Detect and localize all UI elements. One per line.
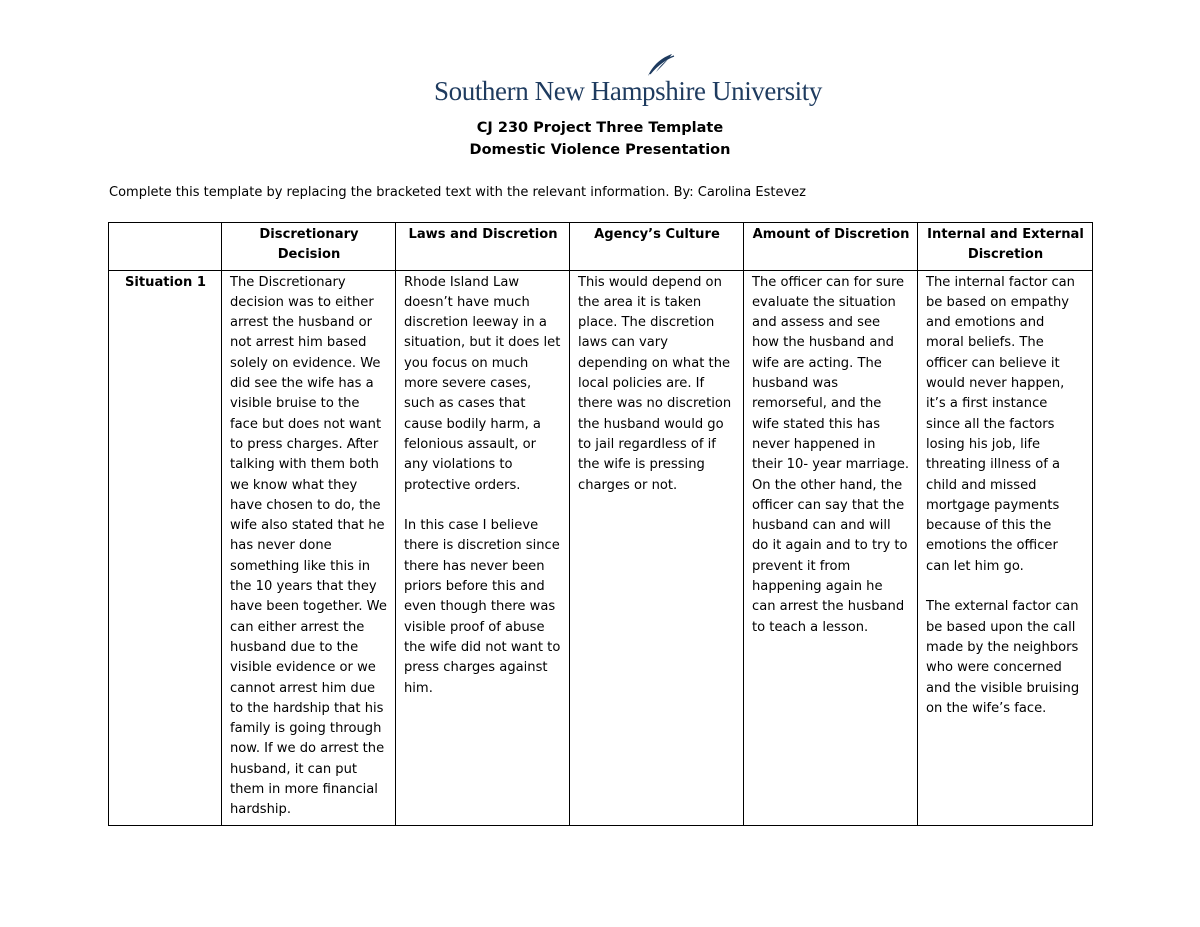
column-header-empty	[109, 223, 222, 271]
column-header-amount-of-discretion: Amount of Discretion	[744, 223, 918, 271]
cell-agency-culture: This would depend on the area it is taken place. The discretion laws can vary depending on what the local policies are. If there was no discretion the husband would go to jail regardless of if the wife is pressing charges or not.	[570, 270, 744, 825]
page-title: CJ 230 Project Three Template	[476, 120, 724, 136]
column-header-internal-external-discretion: Internal and External Discretion	[918, 223, 1093, 271]
column-header-laws-and-discretion: Laws and Discretion	[396, 223, 570, 271]
university-logo	[434, 54, 822, 106]
cell-amount-of-discretion: The officer can for sure evaluate the situation and assess and see how the husband and wife are acting. The husband was remorseful, and the wife stated this has never happened in their 10- year marriage. On the other hand, the officer can say that the husband can and will do it again and to try to prevent it from happening again he can arrest the husband to teach a lesson.	[744, 270, 918, 825]
page-subtitle: Domestic Violence Presentation	[469, 142, 731, 158]
logo-wordmark: Southern New Hampshire University	[434, 76, 822, 106]
table-header-row	[109, 223, 1093, 271]
column-header-discretionary-decision: Discretionary Decision	[222, 223, 396, 271]
row-label-situation-1: Situation 1	[109, 270, 222, 825]
cell-discretionary-decision: The Discretionary decision was to either arrest the husband or not arrest him based solely on evidence. We did see the wife has a visible bruise to the face but does not want to press charges. After talking with them both we know what they have chosen to do, the wife also stated that he has never done something like this in the 10 years that they have been together. We can either arrest the husband due to the visible evidence or we cannot arrest him due to the hardship that his family is going through now. If we do arrest the husband, it can put them in more financial hardship.	[222, 270, 396, 825]
cell-laws-and-discretion: Rhode Island Law doesn’t have much discretion leeway in a situation, but it does let you focus on much more severe cases, such as cases that cause bodily harm, a felonious assault, or any violations to protective orders. In this case I believe there is discretion since there has never been priors before this and even though there was visible proof of abuse the wife did not want to press charges against him.	[396, 270, 570, 825]
table-row	[109, 270, 1093, 825]
instructions-text: Complete this template by replacing the bracketed text with the relevant information. By: Carolina Estevez	[109, 185, 806, 200]
cell-internal-external-discretion: The internal factor can be based on empathy and emotions and moral beliefs. The officer can believe it would never happen, it’s a first instance since all the factors losing his job, life threating illness of a child and missed mortgage payments because of this the emotions the officer can let him go. The external factor can be based upon the call made by the neighbors who were concerned and the visible bruising on the wife’s face.	[918, 270, 1093, 825]
discretion-table	[108, 222, 1093, 826]
column-header-agency-culture: Agency’s Culture	[570, 223, 744, 271]
